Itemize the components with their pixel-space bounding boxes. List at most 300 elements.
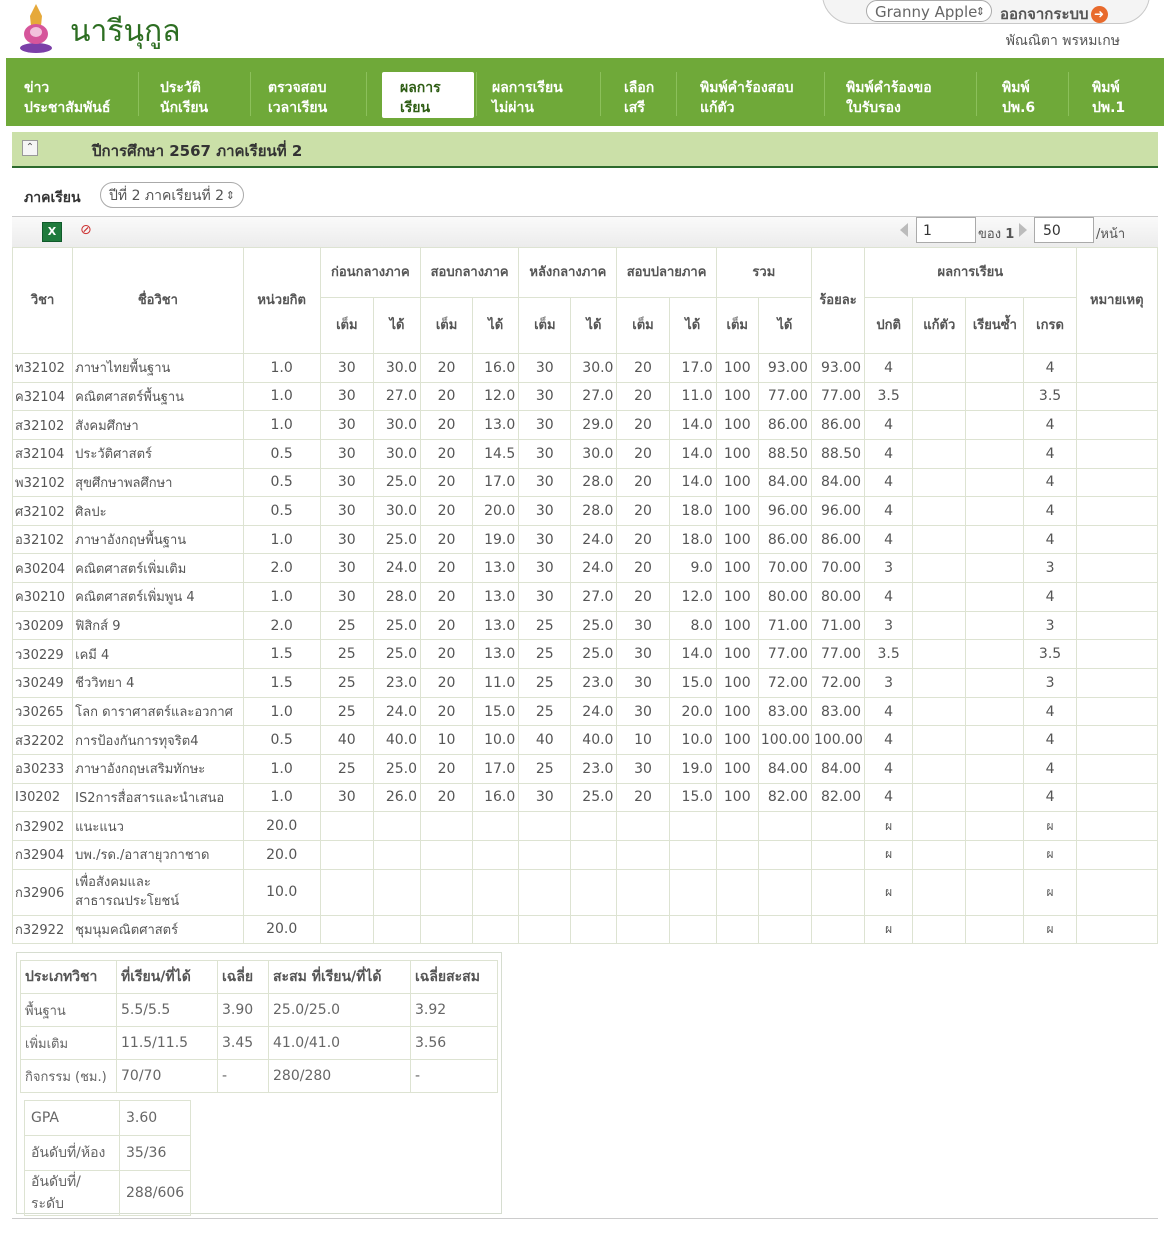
- table-cell: [913, 726, 966, 755]
- table-cell: 86.00: [758, 525, 811, 554]
- table-cell: ชุมนุมคณิตศาสตร์: [73, 915, 243, 944]
- gpa-label: GPA: [25, 1101, 120, 1136]
- chevron-updown-icon: ⇕: [975, 5, 985, 18]
- nav-label: ผลการเรียน: [492, 80, 563, 96]
- table-cell: [913, 439, 966, 468]
- table-cell: 84.00: [758, 468, 811, 497]
- table-cell: [1076, 726, 1157, 755]
- table-cell: 28.0: [373, 583, 420, 612]
- table-cell: [966, 497, 1024, 526]
- nav-label: พิมพ์คำร้องขอ: [846, 80, 932, 96]
- table-cell: 15.0: [473, 697, 519, 726]
- summary-cell: 3.90: [218, 994, 269, 1027]
- table-cell: [373, 915, 420, 944]
- gpa-row: [25, 1136, 191, 1171]
- table-cell: 100: [716, 439, 758, 468]
- summary-cell: 5.5/5.5: [117, 994, 218, 1027]
- nav-label: เรียน: [400, 100, 431, 116]
- table-cell: ค30210: [13, 583, 73, 612]
- table-cell: [1076, 697, 1157, 726]
- table-cell: [519, 869, 571, 915]
- table-cell: 20: [617, 354, 669, 383]
- table-cell: ภาษาอังกฤษเสริมทักษะ: [73, 754, 243, 783]
- table-cell: 4: [1024, 439, 1076, 468]
- table-cell: 3: [865, 554, 913, 583]
- table-cell: 20: [617, 411, 669, 440]
- table-cell: 12.0: [669, 583, 716, 612]
- col-got: ได้: [373, 298, 420, 354]
- table-cell: 16.0: [473, 783, 519, 812]
- table-cell: 20: [420, 554, 472, 583]
- col-full: เต็ม: [420, 298, 472, 354]
- page-of-label: ของ: [978, 227, 1002, 242]
- page-total: 1: [1005, 227, 1015, 242]
- table-cell: 11.0: [669, 382, 716, 411]
- table-cell: 100: [716, 611, 758, 640]
- table-cell: [571, 812, 617, 841]
- table-cell: 4: [865, 525, 913, 554]
- nav-divider: [824, 72, 825, 116]
- table-cell: 25.0: [571, 640, 617, 669]
- nav-divider: [138, 72, 139, 116]
- table-cell: 17.0: [473, 754, 519, 783]
- table-cell: 71.00: [758, 611, 811, 640]
- table-cell: [473, 840, 519, 869]
- table-cell: 0.5: [243, 726, 320, 755]
- table-cell: 2.0: [243, 554, 320, 583]
- table-cell: 24.0: [373, 697, 420, 726]
- table-cell: 17.0: [669, 354, 716, 383]
- table-cell: 40: [519, 726, 571, 755]
- nav-divider: [476, 72, 477, 116]
- table-cell: [966, 354, 1024, 383]
- col-name: ชื่อวิชา: [73, 248, 243, 354]
- table-cell: 100: [716, 583, 758, 612]
- nav-label: พิมพ์: [1002, 80, 1030, 96]
- table-cell: [669, 840, 716, 869]
- summary-table: [20, 960, 498, 1093]
- summary-cell: เพิ่มเติม: [21, 1027, 117, 1060]
- table-cell: 28.0: [571, 497, 617, 526]
- table-cell: [617, 869, 669, 915]
- table-cell: 100.00: [758, 726, 811, 755]
- table-cell: [669, 869, 716, 915]
- table-cell: [1076, 783, 1157, 812]
- table-cell: 14.0: [669, 468, 716, 497]
- col-repeat: เรียนซ้ำ: [966, 298, 1024, 354]
- nav-item-student-profile[interactable]: [160, 78, 208, 118]
- table-cell: 23.0: [571, 754, 617, 783]
- table-cell: แนะแนว: [73, 812, 243, 841]
- table-cell: 20: [420, 354, 472, 383]
- table-cell: 14.0: [669, 411, 716, 440]
- table-cell: [913, 497, 966, 526]
- table-cell: 4: [1024, 754, 1076, 783]
- table-cell: 15.0: [669, 783, 716, 812]
- table-cell: [966, 554, 1024, 583]
- nav-divider: [600, 72, 601, 116]
- user-select[interactable]: [866, 0, 992, 22]
- col-got: ได้: [758, 298, 811, 354]
- table-cell: 20: [420, 640, 472, 669]
- table-cell: 1.0: [243, 754, 320, 783]
- table-cell: 25: [519, 669, 571, 698]
- excel-icon[interactable]: X: [42, 222, 62, 242]
- gpa-table: [24, 1100, 191, 1216]
- table-cell: [1076, 525, 1157, 554]
- col-grade: เกรด: [1024, 298, 1076, 354]
- table-cell: [716, 869, 758, 915]
- table-cell: [913, 754, 966, 783]
- table-cell: 20: [617, 468, 669, 497]
- table-cell: 30: [519, 497, 571, 526]
- table-cell: 30: [519, 354, 571, 383]
- table-cell: 30: [320, 783, 373, 812]
- table-cell: 0.5: [243, 439, 320, 468]
- table-cell: [1076, 411, 1157, 440]
- table-cell: 3: [1024, 554, 1076, 583]
- table-cell: 1.0: [243, 411, 320, 440]
- table-cell: 100: [716, 669, 758, 698]
- summary-cell: 3.56: [411, 1027, 498, 1060]
- table-cell: 10: [617, 726, 669, 755]
- table-cell: 93.00: [758, 354, 811, 383]
- table-cell: การป้องกันการทุจริต4: [73, 726, 243, 755]
- summary-cell: พื้นฐาน: [21, 994, 117, 1027]
- table-cell: 20: [420, 439, 472, 468]
- logout-button[interactable]: [1000, 2, 1108, 26]
- table-cell: [1076, 382, 1157, 411]
- table-cell: [966, 439, 1024, 468]
- table-cell: [913, 411, 966, 440]
- table-cell: ก32906: [13, 869, 73, 915]
- table-cell: 25: [320, 669, 373, 698]
- nav-label: เสรี: [624, 100, 645, 116]
- table-cell: ค32104: [13, 382, 73, 411]
- nav-label: ปพ.6: [1002, 100, 1036, 116]
- nav-item-print-pp6[interactable]: [1002, 78, 1035, 118]
- table-cell: 4: [1024, 583, 1076, 612]
- table-cell: 20.0: [669, 697, 716, 726]
- table-cell: [1076, 468, 1157, 497]
- nav-divider: [250, 72, 251, 116]
- summary-row: [21, 994, 498, 1027]
- table-cell: 20: [420, 783, 472, 812]
- table-cell: [913, 783, 966, 812]
- table-cell: [966, 726, 1024, 755]
- table-cell: 30.0: [373, 411, 420, 440]
- table-cell: 30: [519, 783, 571, 812]
- table-cell: 4: [865, 354, 913, 383]
- table-cell: คณิตศาสตร์พื้นฐาน: [73, 382, 243, 411]
- table-cell: 100: [716, 726, 758, 755]
- table-cell: 20: [420, 468, 472, 497]
- table-cell: [966, 583, 1024, 612]
- table-cell: [966, 640, 1024, 669]
- collapse-icon[interactable]: ⌃: [22, 140, 38, 156]
- table-cell: ผ: [1024, 869, 1076, 915]
- table-cell: 30: [519, 439, 571, 468]
- table-cell: ภาษาไทยพื้นฐาน: [73, 354, 243, 383]
- table-row: [13, 468, 1158, 497]
- table-cell: [1076, 354, 1157, 383]
- table-cell: I30202: [13, 783, 73, 812]
- table-cell: พ32102: [13, 468, 73, 497]
- term-select[interactable]: [100, 182, 244, 208]
- table-cell: 4: [865, 726, 913, 755]
- table-cell: 1.0: [243, 354, 320, 383]
- table-cell: 20: [420, 497, 472, 526]
- table-cell: ผ: [1024, 915, 1076, 944]
- table-cell: 86.00: [811, 525, 864, 554]
- gpa-value: 35/36: [120, 1136, 191, 1171]
- table-cell: 25: [320, 697, 373, 726]
- user-select-value: Granny Apple: [875, 3, 978, 21]
- chevron-updown-icon: ⇕: [225, 189, 235, 202]
- table-cell: 3.5: [1024, 382, 1076, 411]
- col-got: ได้: [473, 298, 519, 354]
- table-cell: 20: [617, 783, 669, 812]
- table-cell: ผ: [1024, 840, 1076, 869]
- school-logo-icon: [18, 2, 54, 54]
- table-cell: 4: [1024, 411, 1076, 440]
- nav-item-grades[interactable]: [400, 78, 441, 118]
- table-cell: [1076, 583, 1157, 612]
- table-cell: ผ: [865, 812, 913, 841]
- table-cell: [811, 869, 864, 915]
- sum-col-avg: เฉลี่ย: [218, 961, 269, 994]
- nav-item-failed-grades[interactable]: [492, 78, 563, 118]
- table-cell: ส32102: [13, 411, 73, 440]
- table-cell: [320, 869, 373, 915]
- table-row: [13, 611, 1158, 640]
- gpa-value: 3.60: [120, 1101, 191, 1136]
- col-full: เต็ม: [617, 298, 669, 354]
- table-cell: [1076, 812, 1157, 841]
- table-cell: 17.0: [473, 468, 519, 497]
- table-cell: [1076, 611, 1157, 640]
- table-row: [13, 812, 1158, 841]
- table-cell: 4: [1024, 783, 1076, 812]
- table-cell: 4: [1024, 468, 1076, 497]
- table-cell: [571, 915, 617, 944]
- table-cell: 20.0: [473, 497, 519, 526]
- table-cell: 84.00: [811, 468, 864, 497]
- summary-row: [21, 1060, 498, 1093]
- nav-divider: [676, 72, 677, 116]
- table-cell: 4: [865, 468, 913, 497]
- table-cell: 80.00: [758, 583, 811, 612]
- table-cell: 20: [617, 497, 669, 526]
- table-cell: 4: [865, 439, 913, 468]
- table-cell: 28.0: [571, 468, 617, 497]
- col-retest: แก้ตัว: [913, 298, 966, 354]
- table-cell: 96.00: [811, 497, 864, 526]
- nav-label: เวลาเรียน: [268, 100, 328, 116]
- table-row: [13, 869, 1158, 915]
- nav-item-certificate-form[interactable]: [846, 78, 932, 118]
- table-cell: [473, 915, 519, 944]
- table-cell: 4: [1024, 697, 1076, 726]
- table-cell: [913, 869, 966, 915]
- nav-label: ตรวจสอบ: [268, 80, 327, 96]
- table-cell: [1076, 640, 1157, 669]
- table-cell: 40.0: [373, 726, 420, 755]
- nav-divider: [976, 72, 977, 116]
- summary-cell: 3.92: [411, 994, 498, 1027]
- section-title: ปีการศึกษา 2567 ภาคเรียนที่ 2: [92, 142, 303, 160]
- table-cell: [811, 840, 864, 869]
- next-page-icon[interactable]: [1019, 223, 1027, 237]
- nav-label: ปพ.1: [1092, 100, 1126, 116]
- table-row: [13, 840, 1158, 869]
- table-cell: 24.0: [373, 554, 420, 583]
- table-cell: 4: [865, 583, 913, 612]
- col-normal: ปกติ: [865, 298, 913, 354]
- table-cell: 88.50: [811, 439, 864, 468]
- table-cell: 1.0: [243, 783, 320, 812]
- table-cell: [519, 915, 571, 944]
- table-cell: 25.0: [571, 611, 617, 640]
- table-cell: 24.0: [571, 525, 617, 554]
- table-cell: 30: [519, 554, 571, 583]
- bottom-divider: [12, 1218, 1158, 1219]
- table-cell: 100: [716, 640, 758, 669]
- table-cell: 20: [420, 697, 472, 726]
- summary-cell: 11.5/11.5: [117, 1027, 218, 1060]
- table-cell: ผ: [865, 869, 913, 915]
- term-label: ภาคเรียน: [24, 190, 81, 206]
- table-cell: [1076, 554, 1157, 583]
- table-cell: 30: [519, 583, 571, 612]
- table-cell: [716, 840, 758, 869]
- gpa-value: 288/606: [120, 1171, 191, 1216]
- table-cell: 100: [716, 354, 758, 383]
- table-row: [13, 554, 1158, 583]
- table-cell: 25: [519, 754, 571, 783]
- table-cell: ว30249: [13, 669, 73, 698]
- col-subject: วิชา: [13, 248, 73, 354]
- nav-label: ประวัติ: [160, 80, 201, 96]
- table-cell: [320, 812, 373, 841]
- table-cell: 19.0: [473, 525, 519, 554]
- summary-row: [21, 1027, 498, 1060]
- table-cell: 30: [519, 411, 571, 440]
- table-cell: 25: [320, 754, 373, 783]
- table-cell: [913, 354, 966, 383]
- table-cell: 12.0: [473, 382, 519, 411]
- table-cell: 100: [716, 468, 758, 497]
- table-cell: 3: [1024, 611, 1076, 640]
- nav-item-print-pp1[interactable]: [1092, 78, 1125, 118]
- gpa-label: อันดับที่/ระดับ: [25, 1171, 120, 1216]
- table-cell: [913, 583, 966, 612]
- table-cell: 30: [519, 382, 571, 411]
- table-cell: เคมี 4: [73, 640, 243, 669]
- page-size-input[interactable]: 50: [1034, 217, 1094, 243]
- table-cell: 1.5: [243, 640, 320, 669]
- nav-label: เลือก: [624, 80, 655, 96]
- table-cell: 82.00: [758, 783, 811, 812]
- table-cell: 9.0: [669, 554, 716, 583]
- nav-item-elective[interactable]: [624, 78, 654, 118]
- table-cell: 100: [716, 411, 758, 440]
- table-cell: 1.0: [243, 583, 320, 612]
- table-cell: อ30233: [13, 754, 73, 783]
- table-cell: 16.0: [473, 354, 519, 383]
- table-cell: [811, 812, 864, 841]
- table-cell: 82.00: [811, 783, 864, 812]
- clear-filter-icon[interactable]: ⊘: [80, 222, 92, 238]
- col-midterm: สอบกลางภาค: [420, 248, 518, 298]
- sum-col-cum-avg: เฉลี่ยสะสม: [411, 961, 498, 994]
- col-credit: หน่วยกิต: [243, 248, 320, 354]
- page-input[interactable]: 1: [916, 217, 976, 243]
- nav-item-retest-form[interactable]: [700, 78, 794, 118]
- table-cell: [913, 640, 966, 669]
- gpa-row: [25, 1171, 191, 1216]
- table-cell: ก32902: [13, 812, 73, 841]
- table-cell: 30: [519, 525, 571, 554]
- table-cell: 20: [420, 411, 472, 440]
- table-cell: ภาษาอังกฤษพื้นฐาน: [73, 525, 243, 554]
- logout-arrow-icon: ➜: [1091, 6, 1108, 23]
- table-cell: 25.0: [373, 525, 420, 554]
- table-cell: 96.00: [758, 497, 811, 526]
- table-cell: 88.50: [758, 439, 811, 468]
- table-cell: สุขศึกษาพลศึกษา: [73, 468, 243, 497]
- table-row: [13, 497, 1158, 526]
- table-cell: 4: [865, 697, 913, 726]
- summary-cell: กิจกรรม (ชม.): [21, 1060, 117, 1093]
- table-cell: 20: [420, 525, 472, 554]
- table-cell: 30.0: [571, 439, 617, 468]
- table-cell: 4: [1024, 354, 1076, 383]
- table-cell: 72.00: [811, 669, 864, 698]
- table-cell: 0.5: [243, 468, 320, 497]
- prev-page-icon[interactable]: [900, 223, 908, 237]
- table-cell: 19.0: [669, 754, 716, 783]
- summary-cell: 41.0/41.0: [269, 1027, 411, 1060]
- table-cell: ว30209: [13, 611, 73, 640]
- summary-cell: 280/280: [269, 1060, 411, 1093]
- table-cell: [913, 697, 966, 726]
- table-cell: 71.00: [811, 611, 864, 640]
- table-cell: 100: [716, 754, 758, 783]
- per-page-label: /หน้า: [1096, 227, 1126, 242]
- nav-item-news[interactable]: [24, 78, 110, 118]
- table-cell: [913, 812, 966, 841]
- table-cell: 4: [865, 754, 913, 783]
- table-cell: [966, 525, 1024, 554]
- table-cell: 27.0: [373, 382, 420, 411]
- table-cell: IS2การสื่อสารและนำเสนอ: [73, 783, 243, 812]
- table-cell: [1076, 497, 1157, 526]
- table-cell: 24.0: [571, 697, 617, 726]
- table-cell: 20: [420, 754, 472, 783]
- table-cell: ส32202: [13, 726, 73, 755]
- table-row: [13, 783, 1158, 812]
- main-nav: [6, 58, 1164, 126]
- table-cell: 25: [519, 640, 571, 669]
- table-cell: 30: [320, 554, 373, 583]
- table-cell: 1.0: [243, 382, 320, 411]
- gpa-row: [25, 1101, 191, 1136]
- col-total: รวม: [716, 248, 811, 298]
- table-cell: [571, 869, 617, 915]
- nav-item-attendance[interactable]: [268, 78, 327, 118]
- logout-label: ออกจากระบบ: [1000, 5, 1089, 23]
